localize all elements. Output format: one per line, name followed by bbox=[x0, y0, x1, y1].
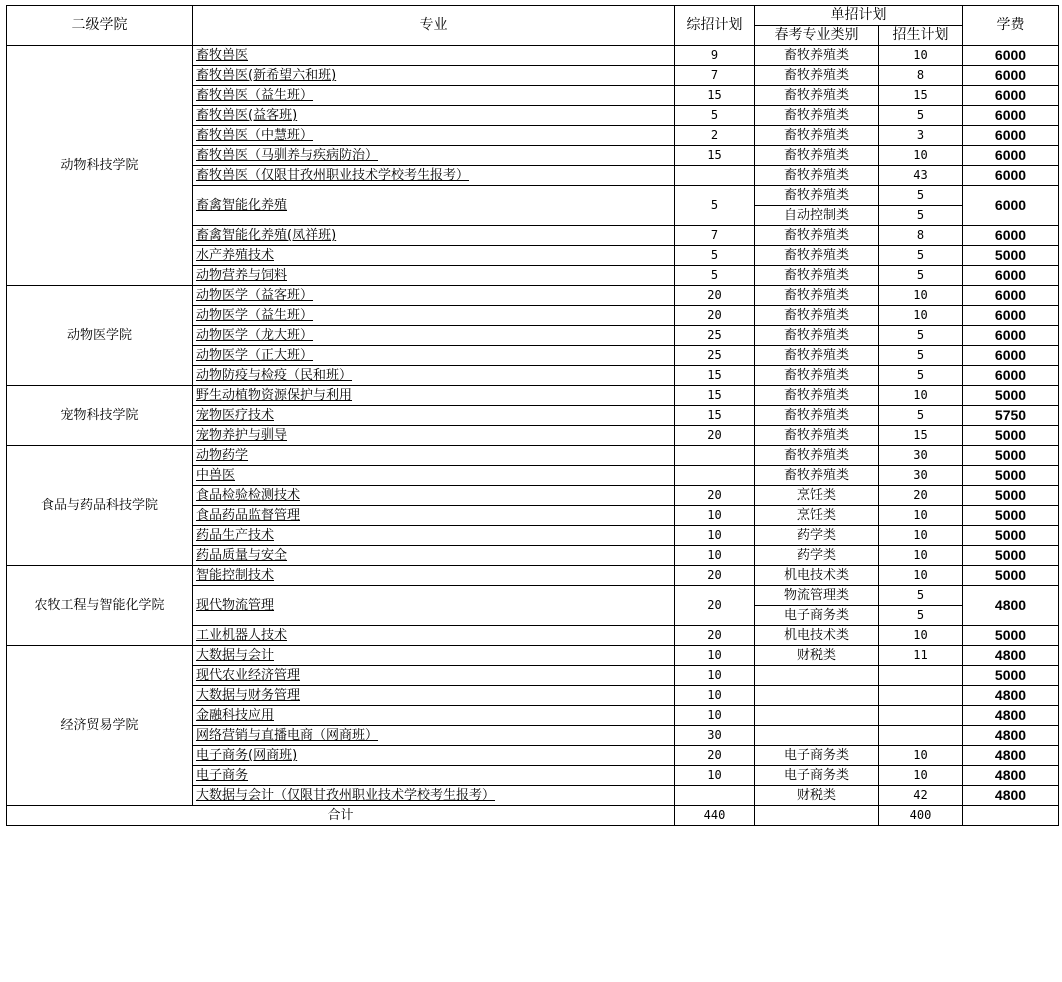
spring-category-cell: 畜牧养殖类 bbox=[755, 226, 879, 246]
header-major: 专业 bbox=[193, 6, 675, 46]
spring-category-cell: 畜牧养殖类 bbox=[755, 66, 879, 86]
spring-category-cell bbox=[755, 686, 879, 706]
enroll-plan-cell: 10 bbox=[879, 46, 963, 66]
major-name: 电子商务 bbox=[196, 768, 249, 783]
spring-category-cell: 畜牧养殖类 bbox=[755, 406, 879, 426]
total-comprehensive: 440 bbox=[675, 806, 755, 826]
spring-category-cell: 电子商务类 bbox=[755, 766, 879, 786]
major-name: 畜牧兽医（中慧班） bbox=[196, 128, 314, 143]
tuition-cell: 4800 bbox=[963, 706, 1059, 726]
enroll-plan-cell: 10 bbox=[879, 146, 963, 166]
spring-category-cell: 畜牧养殖类 bbox=[755, 86, 879, 106]
enroll-plan-cell: 11 bbox=[879, 646, 963, 666]
comprehensive-plan-cell bbox=[675, 166, 755, 186]
comprehensive-plan-cell: 15 bbox=[675, 386, 755, 406]
header-spring-category: 春考专业类别 bbox=[755, 26, 879, 46]
tuition-cell: 6000 bbox=[963, 146, 1059, 166]
tuition-cell: 4800 bbox=[963, 746, 1059, 766]
enrollment-plan-sheet bbox=[6, 5, 1059, 826]
tuition-cell: 5000 bbox=[963, 626, 1059, 646]
spring-category-cell: 药学类 bbox=[755, 526, 879, 546]
enroll-plan-cell: 10 bbox=[879, 566, 963, 586]
major-cell bbox=[193, 446, 675, 466]
comprehensive-plan-cell: 10 bbox=[675, 506, 755, 526]
table-row bbox=[7, 566, 1059, 586]
major-cell bbox=[193, 506, 675, 526]
major-name: 畜牧兽医（益生班） bbox=[196, 88, 314, 103]
college-name-cell: 宠物科技学院 bbox=[7, 386, 193, 446]
spring-category-cell: 畜牧养殖类 bbox=[755, 146, 879, 166]
major-cell bbox=[193, 66, 675, 86]
comprehensive-plan-cell: 15 bbox=[675, 406, 755, 426]
table-row bbox=[7, 46, 1059, 66]
major-name: 畜禽智能化养殖 bbox=[196, 198, 288, 213]
comprehensive-plan-cell bbox=[675, 466, 755, 486]
tuition-cell: 5000 bbox=[963, 486, 1059, 506]
major-name: 大数据与会计 bbox=[196, 648, 275, 663]
major-cell bbox=[193, 126, 675, 146]
spring-category-cell: 畜牧养殖类 bbox=[755, 426, 879, 446]
major-cell bbox=[193, 186, 675, 226]
spring-category-cell: 畜牧养殖类 bbox=[755, 326, 879, 346]
comprehensive-plan-cell: 20 bbox=[675, 486, 755, 506]
comprehensive-plan-cell bbox=[675, 786, 755, 806]
tuition-cell: 6000 bbox=[963, 366, 1059, 386]
tuition-cell: 4800 bbox=[963, 646, 1059, 666]
enroll-plan-cell: 30 bbox=[879, 466, 963, 486]
major-name: 大数据与会计（仅限甘孜州职业技术学校考生报考） bbox=[196, 788, 496, 803]
major-name: 动物医学（益生班） bbox=[196, 308, 314, 323]
total-enroll-plan: 400 bbox=[879, 806, 963, 826]
tuition-cell: 6000 bbox=[963, 106, 1059, 126]
comprehensive-plan-cell: 25 bbox=[675, 326, 755, 346]
total-category bbox=[755, 806, 879, 826]
spring-category-cell: 畜牧养殖类 bbox=[755, 466, 879, 486]
tuition-cell: 5000 bbox=[963, 666, 1059, 686]
enroll-plan-cell: 10 bbox=[879, 766, 963, 786]
spring-category-cell: 畜牧养殖类 bbox=[755, 286, 879, 306]
spring-category-cell: 畜牧养殖类 bbox=[755, 46, 879, 66]
major-name: 中兽医 bbox=[196, 468, 236, 483]
comprehensive-plan-cell bbox=[675, 446, 755, 466]
enroll-plan-cell: 10 bbox=[879, 506, 963, 526]
major-name: 现代农业经济管理 bbox=[196, 668, 301, 683]
total-row bbox=[7, 806, 1059, 826]
major-name: 药品质量与安全 bbox=[196, 548, 288, 563]
major-cell bbox=[193, 586, 675, 626]
spring-category-cell: 财税类 bbox=[755, 786, 879, 806]
comprehensive-plan-cell: 10 bbox=[675, 526, 755, 546]
major-name: 药品生产技术 bbox=[196, 528, 275, 543]
enroll-plan-cell bbox=[879, 686, 963, 706]
tuition-cell: 4800 bbox=[963, 686, 1059, 706]
major-name: 动物药学 bbox=[196, 448, 249, 463]
comprehensive-plan-cell: 5 bbox=[675, 186, 755, 226]
major-cell bbox=[193, 466, 675, 486]
spring-category-cell: 自动控制类 bbox=[755, 206, 879, 226]
major-cell bbox=[193, 426, 675, 446]
enrollment-plan-table bbox=[6, 5, 1059, 826]
tuition-cell: 6000 bbox=[963, 186, 1059, 226]
major-name: 野生动植物资源保护与利用 bbox=[196, 388, 353, 403]
major-name: 大数据与财务管理 bbox=[196, 688, 301, 703]
comprehensive-plan-cell: 10 bbox=[675, 686, 755, 706]
enroll-plan-cell: 8 bbox=[879, 226, 963, 246]
tuition-cell: 6000 bbox=[963, 326, 1059, 346]
major-name: 食品检验检测技术 bbox=[196, 488, 301, 503]
major-name: 现代物流管理 bbox=[196, 598, 275, 613]
tuition-cell: 6000 bbox=[963, 306, 1059, 326]
major-cell bbox=[193, 686, 675, 706]
enroll-plan-cell: 10 bbox=[879, 286, 963, 306]
total-label: 合计 bbox=[7, 806, 675, 826]
comprehensive-plan-cell: 7 bbox=[675, 226, 755, 246]
enroll-plan-cell: 43 bbox=[879, 166, 963, 186]
tuition-cell: 4800 bbox=[963, 586, 1059, 626]
major-name: 畜牧兽医（马驯养与疾病防治） bbox=[196, 148, 379, 163]
enroll-plan-cell: 5 bbox=[879, 266, 963, 286]
comprehensive-plan-cell: 5 bbox=[675, 246, 755, 266]
table-row bbox=[7, 386, 1059, 406]
tuition-cell: 5750 bbox=[963, 406, 1059, 426]
comprehensive-plan-cell: 20 bbox=[675, 426, 755, 446]
spring-category-cell: 畜牧养殖类 bbox=[755, 346, 879, 366]
spring-category-cell: 畜牧养殖类 bbox=[755, 246, 879, 266]
comprehensive-plan-cell: 2 bbox=[675, 126, 755, 146]
header-row-1 bbox=[7, 6, 1059, 26]
enroll-plan-cell: 10 bbox=[879, 546, 963, 566]
major-cell bbox=[193, 526, 675, 546]
enroll-plan-cell: 8 bbox=[879, 66, 963, 86]
spring-category-cell: 药学类 bbox=[755, 546, 879, 566]
enroll-plan-cell bbox=[879, 726, 963, 746]
table-row bbox=[7, 446, 1059, 466]
major-name: 动物防疫与检疫（民和班） bbox=[196, 368, 353, 383]
total-tuition bbox=[963, 806, 1059, 826]
major-cell bbox=[193, 486, 675, 506]
spring-category-cell: 烹饪类 bbox=[755, 486, 879, 506]
tuition-cell: 6000 bbox=[963, 346, 1059, 366]
comprehensive-plan-cell: 20 bbox=[675, 306, 755, 326]
major-cell bbox=[193, 646, 675, 666]
major-cell bbox=[193, 326, 675, 346]
comprehensive-plan-cell: 20 bbox=[675, 746, 755, 766]
major-cell bbox=[193, 106, 675, 126]
spring-category-cell: 电子商务类 bbox=[755, 606, 879, 626]
major-cell bbox=[193, 146, 675, 166]
comprehensive-plan-cell: 5 bbox=[675, 106, 755, 126]
spring-category-cell: 畜牧养殖类 bbox=[755, 166, 879, 186]
major-name: 动物医学（益客班） bbox=[196, 288, 314, 303]
comprehensive-plan-cell: 9 bbox=[675, 46, 755, 66]
enroll-plan-cell: 42 bbox=[879, 786, 963, 806]
spring-category-cell: 财税类 bbox=[755, 646, 879, 666]
tuition-cell: 6000 bbox=[963, 286, 1059, 306]
enroll-plan-cell: 5 bbox=[879, 246, 963, 266]
major-name: 畜牧兽医(益客班) bbox=[196, 108, 298, 123]
major-name: 动物医学（正大班） bbox=[196, 348, 314, 363]
major-cell bbox=[193, 566, 675, 586]
major-cell bbox=[193, 346, 675, 366]
header-enroll-plan: 招生计划 bbox=[879, 26, 963, 46]
comprehensive-plan-cell: 25 bbox=[675, 346, 755, 366]
spring-category-cell: 电子商务类 bbox=[755, 746, 879, 766]
tuition-cell: 4800 bbox=[963, 726, 1059, 746]
major-cell bbox=[193, 306, 675, 326]
college-name-cell: 农牧工程与智能化学院 bbox=[7, 566, 193, 646]
enroll-plan-cell: 5 bbox=[879, 366, 963, 386]
tuition-cell: 6000 bbox=[963, 66, 1059, 86]
major-cell bbox=[193, 706, 675, 726]
college-name-cell: 动物科技学院 bbox=[7, 46, 193, 286]
college-name-cell: 食品与药品科技学院 bbox=[7, 446, 193, 566]
table-row bbox=[7, 646, 1059, 666]
spring-category-cell: 畜牧养殖类 bbox=[755, 366, 879, 386]
major-cell bbox=[193, 226, 675, 246]
major-name: 畜禽智能化养殖(凤祥班) bbox=[196, 228, 337, 243]
major-name: 水产养殖技术 bbox=[196, 248, 275, 263]
spring-category-cell: 畜牧养殖类 bbox=[755, 266, 879, 286]
spring-category-cell: 机电技术类 bbox=[755, 626, 879, 646]
enroll-plan-cell: 10 bbox=[879, 386, 963, 406]
tuition-cell: 5000 bbox=[963, 546, 1059, 566]
major-cell bbox=[193, 406, 675, 426]
enroll-plan-cell: 5 bbox=[879, 406, 963, 426]
spring-category-cell: 畜牧养殖类 bbox=[755, 126, 879, 146]
enroll-plan-cell: 5 bbox=[879, 586, 963, 606]
spring-category-cell: 物流管理类 bbox=[755, 586, 879, 606]
tuition-cell: 5000 bbox=[963, 246, 1059, 266]
major-name: 宠物医疗技术 bbox=[196, 408, 275, 423]
header-tuition: 学费 bbox=[963, 6, 1059, 46]
major-cell bbox=[193, 546, 675, 566]
major-name: 食品药品监督管理 bbox=[196, 508, 301, 523]
college-name-cell: 动物医学院 bbox=[7, 286, 193, 386]
enroll-plan-cell: 5 bbox=[879, 346, 963, 366]
spring-category-cell: 畜牧养殖类 bbox=[755, 186, 879, 206]
header-single-plan: 单招计划 bbox=[755, 6, 963, 26]
major-cell bbox=[193, 746, 675, 766]
comprehensive-plan-cell: 20 bbox=[675, 626, 755, 646]
tuition-cell: 6000 bbox=[963, 86, 1059, 106]
comprehensive-plan-cell: 10 bbox=[675, 666, 755, 686]
enroll-plan-cell bbox=[879, 706, 963, 726]
enroll-plan-cell: 30 bbox=[879, 446, 963, 466]
header-college: 二级学院 bbox=[7, 6, 193, 46]
tuition-cell: 4800 bbox=[963, 766, 1059, 786]
comprehensive-plan-cell: 20 bbox=[675, 586, 755, 626]
major-name: 电子商务(网商班) bbox=[196, 748, 298, 763]
major-cell bbox=[193, 266, 675, 286]
table-row bbox=[7, 286, 1059, 306]
spring-category-cell: 机电技术类 bbox=[755, 566, 879, 586]
comprehensive-plan-cell: 10 bbox=[675, 646, 755, 666]
tuition-cell: 5000 bbox=[963, 566, 1059, 586]
comprehensive-plan-cell: 7 bbox=[675, 66, 755, 86]
major-cell bbox=[193, 786, 675, 806]
spring-category-cell: 烹饪类 bbox=[755, 506, 879, 526]
major-cell bbox=[193, 246, 675, 266]
table-body bbox=[7, 46, 1059, 826]
comprehensive-plan-cell: 15 bbox=[675, 146, 755, 166]
major-cell bbox=[193, 46, 675, 66]
major-name: 动物医学（龙大班） bbox=[196, 328, 314, 343]
enroll-plan-cell: 15 bbox=[879, 426, 963, 446]
comprehensive-plan-cell: 10 bbox=[675, 706, 755, 726]
spring-category-cell: 畜牧养殖类 bbox=[755, 106, 879, 126]
tuition-cell: 6000 bbox=[963, 266, 1059, 286]
enroll-plan-cell: 20 bbox=[879, 486, 963, 506]
major-cell bbox=[193, 626, 675, 646]
enroll-plan-cell: 5 bbox=[879, 206, 963, 226]
major-name: 宠物养护与驯导 bbox=[196, 428, 288, 443]
tuition-cell: 6000 bbox=[963, 126, 1059, 146]
spring-category-cell bbox=[755, 706, 879, 726]
comprehensive-plan-cell: 15 bbox=[675, 366, 755, 386]
tuition-cell: 6000 bbox=[963, 226, 1059, 246]
enroll-plan-cell bbox=[879, 666, 963, 686]
enroll-plan-cell: 15 bbox=[879, 86, 963, 106]
comprehensive-plan-cell: 5 bbox=[675, 266, 755, 286]
spring-category-cell: 畜牧养殖类 bbox=[755, 446, 879, 466]
tuition-cell: 5000 bbox=[963, 466, 1059, 486]
enroll-plan-cell: 5 bbox=[879, 326, 963, 346]
major-cell bbox=[193, 726, 675, 746]
enroll-plan-cell: 5 bbox=[879, 606, 963, 626]
spring-category-cell: 畜牧养殖类 bbox=[755, 386, 879, 406]
spring-category-cell bbox=[755, 666, 879, 686]
major-name: 畜牧兽医 bbox=[196, 48, 249, 63]
major-cell bbox=[193, 286, 675, 306]
major-cell bbox=[193, 766, 675, 786]
major-cell bbox=[193, 166, 675, 186]
major-name: 畜牧兽医（仅限甘孜州职业技术学校考生报考） bbox=[196, 168, 470, 183]
tuition-cell: 5000 bbox=[963, 446, 1059, 466]
comprehensive-plan-cell: 30 bbox=[675, 726, 755, 746]
major-name: 智能控制技术 bbox=[196, 568, 275, 583]
major-cell bbox=[193, 86, 675, 106]
major-cell bbox=[193, 666, 675, 686]
major-name: 工业机器人技术 bbox=[196, 628, 288, 643]
tuition-cell: 5000 bbox=[963, 526, 1059, 546]
comprehensive-plan-cell: 15 bbox=[675, 86, 755, 106]
major-name: 动物营养与饲料 bbox=[196, 268, 288, 283]
tuition-cell: 6000 bbox=[963, 46, 1059, 66]
spring-category-cell: 畜牧养殖类 bbox=[755, 306, 879, 326]
tuition-cell: 5000 bbox=[963, 506, 1059, 526]
spring-category-cell bbox=[755, 726, 879, 746]
tuition-cell: 5000 bbox=[963, 386, 1059, 406]
header-comprehensive-plan: 综招计划 bbox=[675, 6, 755, 46]
major-cell bbox=[193, 386, 675, 406]
comprehensive-plan-cell: 20 bbox=[675, 286, 755, 306]
comprehensive-plan-cell: 20 bbox=[675, 566, 755, 586]
major-name: 网络营销与直播电商（网商班） bbox=[196, 728, 379, 743]
tuition-cell: 6000 bbox=[963, 166, 1059, 186]
enroll-plan-cell: 10 bbox=[879, 306, 963, 326]
major-cell bbox=[193, 366, 675, 386]
enroll-plan-cell: 5 bbox=[879, 106, 963, 126]
college-name-cell: 经济贸易学院 bbox=[7, 646, 193, 806]
comprehensive-plan-cell: 10 bbox=[675, 766, 755, 786]
enroll-plan-cell: 10 bbox=[879, 746, 963, 766]
tuition-cell: 4800 bbox=[963, 786, 1059, 806]
enroll-plan-cell: 10 bbox=[879, 626, 963, 646]
major-name: 畜牧兽医(新希望六和班) bbox=[196, 68, 337, 83]
enroll-plan-cell: 3 bbox=[879, 126, 963, 146]
enroll-plan-cell: 10 bbox=[879, 526, 963, 546]
major-name: 金融科技应用 bbox=[196, 708, 275, 723]
enroll-plan-cell: 5 bbox=[879, 186, 963, 206]
tuition-cell: 5000 bbox=[963, 426, 1059, 446]
comprehensive-plan-cell: 10 bbox=[675, 546, 755, 566]
